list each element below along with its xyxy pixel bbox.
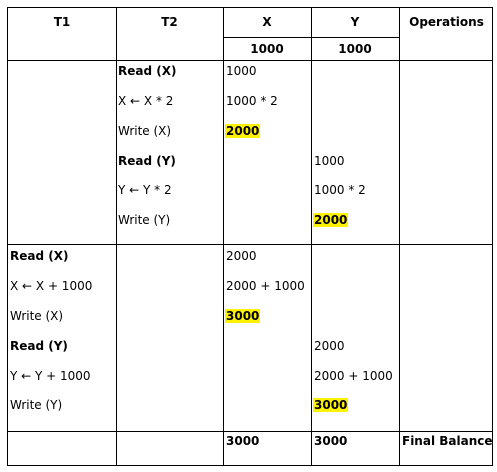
t2-read-x: Read (X) bbox=[118, 64, 177, 78]
t1-write-y: Write (Y) bbox=[10, 398, 63, 412]
header-operations: Operations bbox=[409, 15, 484, 29]
header-y-initial: 1000 bbox=[338, 42, 372, 56]
t2-y-compute: 1000 * 2 bbox=[314, 183, 366, 197]
t1-x-written: 3000 bbox=[226, 309, 260, 323]
t2-y-read-value: 1000 bbox=[314, 154, 345, 168]
t2-write-x: Write (X) bbox=[118, 124, 172, 138]
schedule-table bbox=[7, 7, 493, 466]
column-divider bbox=[223, 8, 224, 465]
t1-y-update: Y ← Y + 1000 bbox=[10, 369, 91, 383]
header-t1: T1 bbox=[53, 15, 71, 29]
row-divider bbox=[8, 60, 492, 61]
t2-x-compute: 1000 * 2 bbox=[226, 94, 278, 108]
t2-write-y: Write (Y) bbox=[118, 213, 171, 227]
t2-x-read-value: 1000 bbox=[226, 64, 257, 78]
t1-write-x: Write (X) bbox=[10, 309, 64, 323]
t1-read-y: Read (Y) bbox=[10, 339, 68, 353]
t1-y-compute: 2000 + 1000 bbox=[314, 369, 393, 383]
row-divider bbox=[8, 244, 492, 245]
t2-x-written: 2000 bbox=[226, 124, 260, 138]
column-divider bbox=[116, 8, 117, 465]
t1-y-written: 3000 bbox=[314, 398, 348, 412]
final-y: 3000 bbox=[314, 434, 348, 448]
t1-y-read-value: 2000 bbox=[314, 339, 345, 353]
row-divider bbox=[223, 37, 399, 38]
t1-read-x: Read (X) bbox=[10, 249, 69, 263]
header-t2: T2 bbox=[161, 15, 178, 29]
t1-x-compute: 2000 + 1000 bbox=[226, 279, 305, 293]
column-divider bbox=[399, 8, 400, 465]
t1-x-read-value: 2000 bbox=[226, 249, 257, 263]
column-divider bbox=[311, 8, 312, 465]
t2-x-update: X ← X * 2 bbox=[118, 94, 174, 108]
final-x: 3000 bbox=[226, 434, 260, 448]
header-x: X bbox=[262, 15, 272, 29]
t2-y-update: Y ← Y * 2 bbox=[118, 183, 172, 197]
row-divider bbox=[8, 431, 492, 432]
header-x-initial: 1000 bbox=[250, 42, 284, 56]
t1-x-update: X ← X + 1000 bbox=[10, 279, 93, 293]
final-balance-label: Final Balance bbox=[402, 434, 493, 448]
t2-read-y: Read (Y) bbox=[118, 154, 176, 168]
header-y: Y bbox=[350, 15, 360, 29]
t2-y-written: 2000 bbox=[314, 213, 348, 227]
